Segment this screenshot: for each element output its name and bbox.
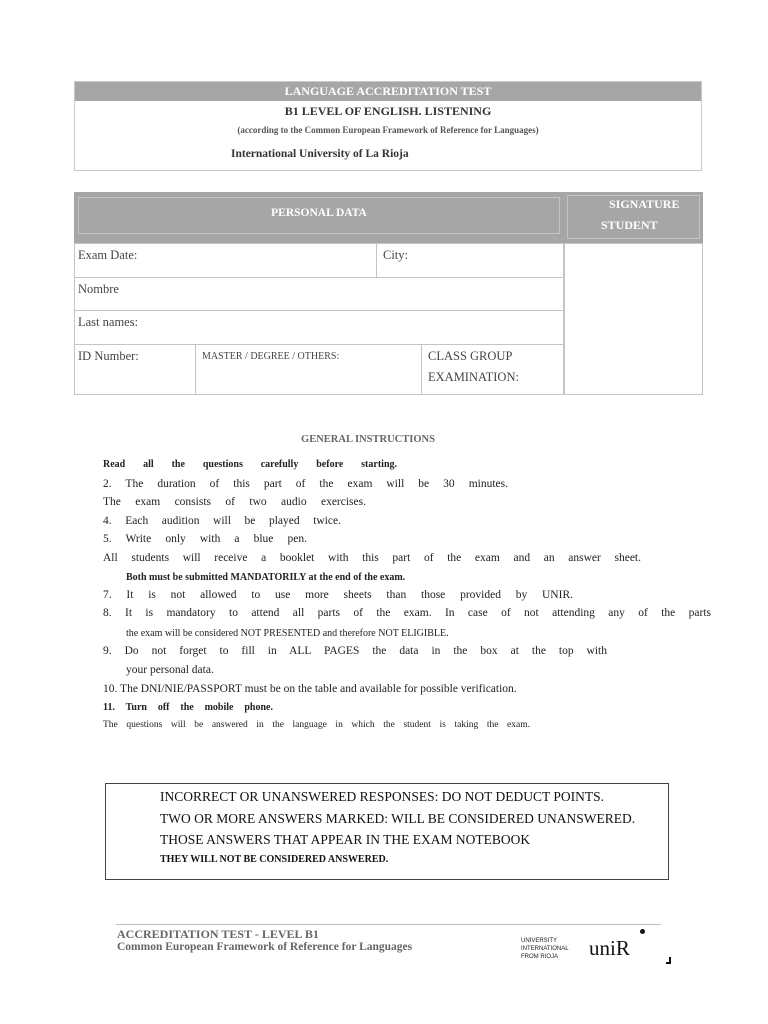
class-group-label: CLASS GROUP xyxy=(428,349,513,363)
class-group-field[interactable] xyxy=(421,344,564,395)
name-field[interactable] xyxy=(74,277,564,311)
notice-line: TWO OR MORE ANSWERS MARKED: WILL BE CONSIDERED UNANSWERED. xyxy=(160,811,636,826)
city-label: City: xyxy=(383,248,409,262)
notice-line: THOSE ANSWERS THAT APPEAR IN THE EXAM NOTEBOOK xyxy=(160,832,531,847)
name-label: Nombre xyxy=(78,282,119,296)
instruction-line: 2. The duration of this part of the exam will be 30 minutes. xyxy=(103,478,508,490)
exam-date-label: Exam Date: xyxy=(78,248,138,262)
instruction-line: All students will receive a booklet with this part of the exam and an answer sheet. xyxy=(103,552,641,564)
instruction-line: 9. Do not forget to fill in ALL PAGES the data in the box at the top with xyxy=(103,645,607,657)
instruction-line: The questions will be answered in the language in which the student is taking the exam. xyxy=(103,720,530,730)
logo-caption-line: UNIVERSITY xyxy=(521,938,558,944)
header-box xyxy=(74,81,702,171)
header-subtitle: B1 LEVEL OF ENGLISH. LISTENING xyxy=(284,104,492,118)
instruction-line: Read all the questions carefully before starting. xyxy=(103,459,397,470)
city-field[interactable] xyxy=(376,243,564,278)
instruction-line: 5. Write only with a blue pen. xyxy=(103,533,307,545)
instruction-line: your personal data. xyxy=(126,664,214,676)
logo-corner-icon xyxy=(666,957,671,964)
header-university: International University of La Rioja xyxy=(231,148,409,160)
footer-title: ACCREDITATION TEST - LEVEL B1 xyxy=(117,927,319,941)
exam-date-field[interactable] xyxy=(74,243,377,278)
personal-data-header xyxy=(74,192,564,243)
notice-line: INCORRECT OR UNANSWERED RESPONSES: DO NOT DEDUCT POINTS. xyxy=(160,789,605,804)
signature-box[interactable] xyxy=(564,243,703,395)
scoring-notice-box xyxy=(105,783,669,880)
header-title-bar: LANGUAGE ACCREDITATION TEST xyxy=(75,82,701,101)
personal-data-table xyxy=(74,192,703,395)
last-names-label: Last names: xyxy=(78,315,139,329)
footer-divider xyxy=(116,924,661,925)
id-number-label: ID Number: xyxy=(78,349,139,363)
instruction-line: 8. It is mandatory to attend all parts of the exam. In case of not attending any of the parts xyxy=(103,607,711,619)
header-note: (according to the Common European Framework of Reference for Languages) xyxy=(237,125,539,135)
degree-label: MASTER / DEGREE / OTHERS: xyxy=(202,351,340,362)
personal-data-heading: PERSONAL DATA xyxy=(271,207,367,219)
instruction-line: 4. Each audition will be played twice. xyxy=(103,515,341,527)
notice-line: THEY WILL NOT BE CONSIDERED ANSWERED. xyxy=(160,854,389,865)
instruction-line: 10. The DNI/NIE/PASSPORT must be on the table and available for possible verification. xyxy=(103,683,517,695)
id-number-field[interactable] xyxy=(74,344,196,395)
degree-field[interactable] xyxy=(195,344,422,395)
general-instructions-title: GENERAL INSTRUCTIONS xyxy=(301,434,435,445)
logo-dot-icon xyxy=(640,929,645,934)
student-label: STUDENT xyxy=(601,218,658,232)
logo-caption-line: INTERNATIONAL xyxy=(521,946,569,952)
examination-label: EXAMINATION: xyxy=(428,370,519,384)
unir-logo-caption xyxy=(521,937,569,961)
unir-logo: uniR xyxy=(589,936,630,960)
instruction-line: 7. It is not allowed to use more sheets than those provided by UNIR. xyxy=(103,589,573,601)
instruction-line: Both must be submitted MANDATORILY at the end of the exam. xyxy=(126,572,406,583)
instruction-line: the exam will be considered NOT PRESENTED and therefore NOT ELIGIBLE. xyxy=(126,628,449,639)
logo-caption-line: FROM RIOJA xyxy=(521,954,558,960)
signature-label: SIGNATURE xyxy=(609,197,680,211)
instruction-line: 11. Turn off the mobile phone. xyxy=(103,702,273,713)
signature-header xyxy=(564,192,703,243)
footer-subtitle: Common European Framework of Reference for Languages xyxy=(117,941,413,953)
instruction-line: The exam consists of two audio exercises. xyxy=(103,496,366,508)
last-names-field[interactable] xyxy=(74,310,564,345)
